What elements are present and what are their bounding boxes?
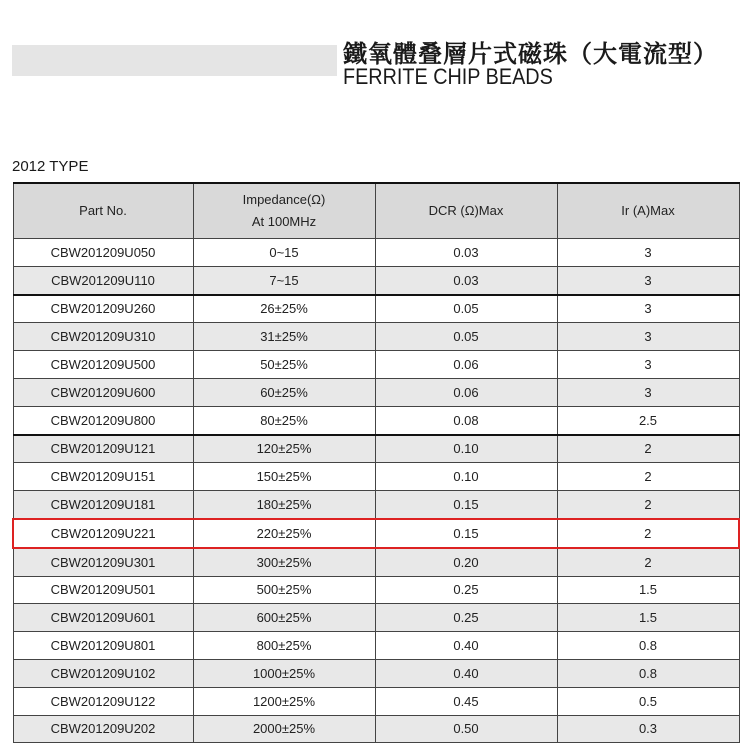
- table-row: [13, 519, 739, 548]
- table-row: [13, 659, 739, 687]
- cell-part-no: CBW201209U151: [13, 463, 193, 491]
- cell-dcr: 0.25: [375, 604, 557, 632]
- cell-impedance: 26±25%: [193, 295, 375, 323]
- cell-impedance: 60±25%: [193, 378, 375, 406]
- cell-ir: 0.3: [557, 715, 739, 743]
- cell-ir: 2: [557, 491, 739, 519]
- cell-dcr: 0.05: [375, 295, 557, 323]
- spec-table: [12, 182, 740, 743]
- cell-part-no: CBW201209U800: [13, 406, 193, 434]
- cell-ir: 3: [557, 266, 739, 294]
- cell-impedance: 300±25%: [193, 548, 375, 576]
- cell-dcr: 0.20: [375, 548, 557, 576]
- cell-ir: 1.5: [557, 576, 739, 604]
- cell-part-no: CBW201209U310: [13, 323, 193, 351]
- cell-ir: 3: [557, 239, 739, 267]
- cell-impedance: 220±25%: [193, 519, 375, 548]
- cell-part-no: CBW201209U202: [13, 715, 193, 743]
- cell-ir: 3: [557, 295, 739, 323]
- cell-ir: 3: [557, 378, 739, 406]
- cell-ir: 3: [557, 323, 739, 351]
- cell-impedance: 800±25%: [193, 632, 375, 660]
- type-label: 2012 TYPE: [12, 158, 89, 175]
- table-row: [13, 239, 739, 267]
- cell-dcr: 0.03: [375, 266, 557, 294]
- table-row: [13, 323, 739, 351]
- cell-dcr: 0.15: [375, 519, 557, 548]
- cell-part-no: CBW201209U050: [13, 239, 193, 267]
- cell-part-no: CBW201209U801: [13, 632, 193, 660]
- cell-impedance: 80±25%: [193, 406, 375, 434]
- table-header-row: [13, 183, 739, 239]
- header-impedance-line2: At 100MHz: [251, 214, 317, 229]
- cell-impedance: 0~15: [193, 239, 375, 267]
- table-row: [13, 435, 739, 463]
- table-row: [13, 632, 739, 660]
- cell-part-no: CBW201209U500: [13, 351, 193, 379]
- table-row: [13, 604, 739, 632]
- cell-dcr: 0.10: [375, 435, 557, 463]
- cell-impedance: 150±25%: [193, 463, 375, 491]
- cell-dcr: 0.50: [375, 715, 557, 743]
- cell-impedance: 500±25%: [193, 576, 375, 604]
- cell-dcr: 0.05: [375, 323, 557, 351]
- cell-dcr: 0.08: [375, 406, 557, 434]
- cell-impedance: 120±25%: [193, 435, 375, 463]
- cell-part-no: CBW201209U122: [13, 687, 193, 715]
- cell-part-no: CBW201209U121: [13, 435, 193, 463]
- cell-part-no: CBW201209U501: [13, 576, 193, 604]
- cell-part-no: CBW201209U110: [13, 266, 193, 294]
- cell-impedance: 1200±25%: [193, 687, 375, 715]
- cell-impedance: 180±25%: [193, 491, 375, 519]
- cell-impedance: 50±25%: [193, 351, 375, 379]
- cell-dcr: 0.06: [375, 351, 557, 379]
- cell-impedance: 31±25%: [193, 323, 375, 351]
- table-row: [13, 687, 739, 715]
- cell-dcr: 0.25: [375, 576, 557, 604]
- cell-dcr: 0.40: [375, 632, 557, 660]
- cell-part-no: CBW201209U181: [13, 491, 193, 519]
- cell-ir: 3: [557, 351, 739, 379]
- cell-dcr: 0.03: [375, 239, 557, 267]
- title-english: FERRITE CHIP BEADS: [343, 64, 553, 89]
- cell-impedance: 7~15: [193, 266, 375, 294]
- table-row: [13, 351, 739, 379]
- header-dcr: DCR (Ω)Max: [375, 183, 557, 239]
- cell-part-no: CBW201209U260: [13, 295, 193, 323]
- header-gray-bar: [12, 45, 337, 76]
- cell-dcr: 0.45: [375, 687, 557, 715]
- table-row: [13, 491, 739, 519]
- table-row: [13, 378, 739, 406]
- header-impedance: [193, 183, 375, 239]
- cell-ir: 2: [557, 548, 739, 576]
- cell-impedance: 2000±25%: [193, 715, 375, 743]
- cell-impedance: 1000±25%: [193, 659, 375, 687]
- cell-impedance: 600±25%: [193, 604, 375, 632]
- cell-ir: 0.5: [557, 687, 739, 715]
- cell-ir: 0.8: [557, 632, 739, 660]
- cell-ir: 2: [557, 463, 739, 491]
- cell-dcr: 0.40: [375, 659, 557, 687]
- table-row: [13, 266, 739, 294]
- cell-part-no: CBW201209U102: [13, 659, 193, 687]
- cell-ir: 1.5: [557, 604, 739, 632]
- table-row: [13, 463, 739, 491]
- header-part-no: Part No.: [13, 183, 193, 239]
- cell-ir: 2: [557, 519, 739, 548]
- cell-part-no: CBW201209U221: [13, 519, 193, 548]
- cell-part-no: CBW201209U601: [13, 604, 193, 632]
- cell-part-no: CBW201209U301: [13, 548, 193, 576]
- table-row: [13, 715, 739, 743]
- table-row: [13, 576, 739, 604]
- table-row: [13, 295, 739, 323]
- header-ir: Ir (A)Max: [557, 183, 739, 239]
- cell-ir: 2.5: [557, 406, 739, 434]
- title-chinese: 鐵氧體叠層片式磁珠（大電流型）: [343, 40, 718, 68]
- cell-dcr: 0.10: [375, 463, 557, 491]
- table-row: [13, 548, 739, 576]
- cell-part-no: CBW201209U600: [13, 378, 193, 406]
- cell-dcr: 0.06: [375, 378, 557, 406]
- cell-dcr: 0.15: [375, 491, 557, 519]
- cell-ir: 2: [557, 435, 739, 463]
- header-impedance-line1: Impedance(Ω): [242, 192, 326, 207]
- table-row: [13, 406, 739, 434]
- cell-ir: 0.8: [557, 659, 739, 687]
